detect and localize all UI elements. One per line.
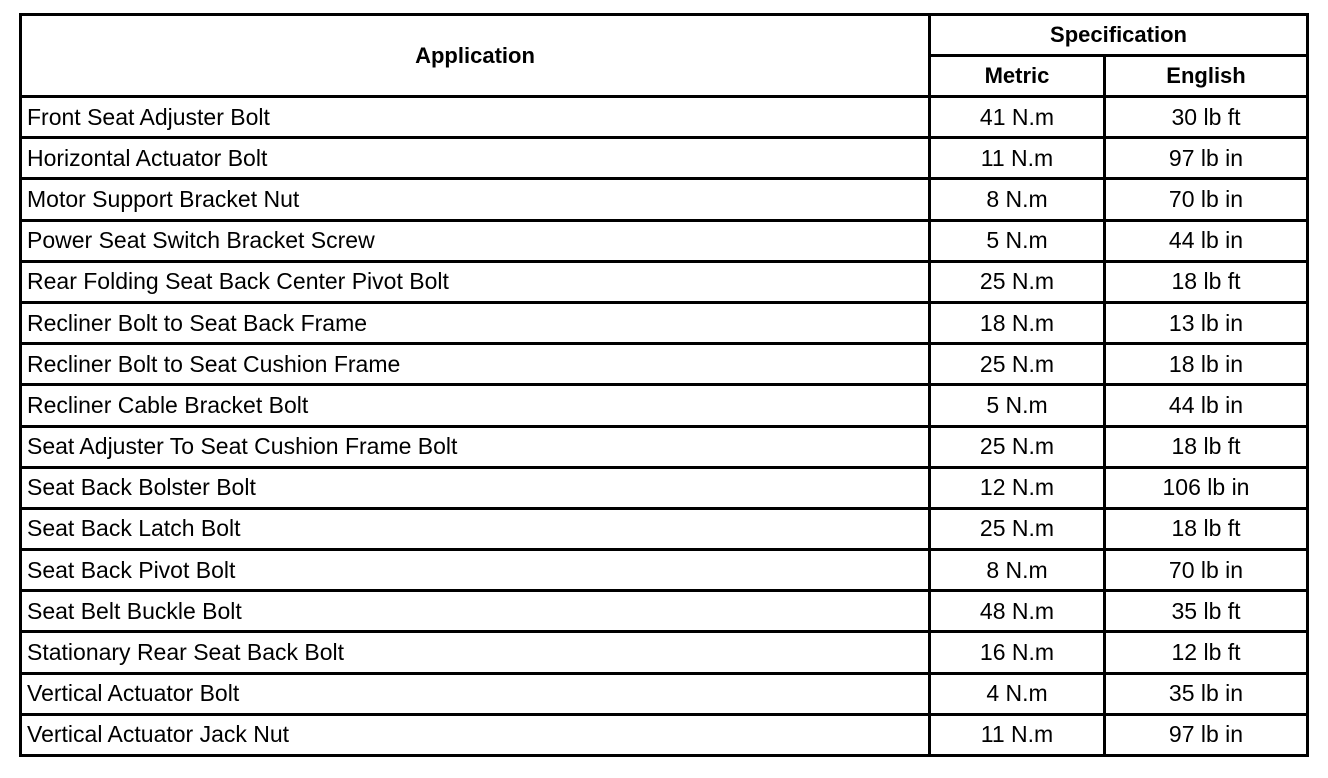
table-row bbox=[21, 591, 1308, 632]
english-cell: 18 lb ft bbox=[1105, 426, 1308, 467]
english-cell: 18 lb in bbox=[1105, 344, 1308, 385]
table-row bbox=[21, 138, 1308, 179]
metric-cell: 16 N.m bbox=[930, 632, 1105, 673]
english-cell: 30 lb ft bbox=[1105, 97, 1308, 138]
english-cell: 13 lb in bbox=[1105, 302, 1308, 343]
metric-cell: 18 N.m bbox=[930, 302, 1105, 343]
application-cell: Power Seat Switch Bracket Screw bbox=[21, 220, 930, 261]
metric-cell: 48 N.m bbox=[930, 591, 1105, 632]
application-cell: Seat Back Latch Bolt bbox=[21, 508, 930, 549]
table-row bbox=[21, 673, 1308, 714]
english-cell: 106 lb in bbox=[1105, 467, 1308, 508]
torque-spec-table bbox=[19, 13, 1309, 757]
metric-cell: 5 N.m bbox=[930, 220, 1105, 261]
english-cell: 18 lb ft bbox=[1105, 261, 1308, 302]
application-cell: Stationary Rear Seat Back Bolt bbox=[21, 632, 930, 673]
english-cell: 44 lb in bbox=[1105, 385, 1308, 426]
application-cell: Motor Support Bracket Nut bbox=[21, 179, 930, 220]
metric-header: Metric bbox=[930, 56, 1105, 97]
table-row bbox=[21, 508, 1308, 549]
english-cell: 97 lb in bbox=[1105, 138, 1308, 179]
table-body bbox=[21, 97, 1308, 756]
metric-cell: 25 N.m bbox=[930, 508, 1105, 549]
application-cell: Seat Back Pivot Bolt bbox=[21, 550, 930, 591]
table-row bbox=[21, 302, 1308, 343]
english-cell: 12 lb ft bbox=[1105, 632, 1308, 673]
table-row bbox=[21, 632, 1308, 673]
specification-header: Specification bbox=[930, 15, 1308, 56]
table-row bbox=[21, 550, 1308, 591]
application-cell: Vertical Actuator Jack Nut bbox=[21, 714, 930, 755]
table-row bbox=[21, 261, 1308, 302]
table-row bbox=[21, 426, 1308, 467]
application-cell: Recliner Bolt to Seat Cushion Frame bbox=[21, 344, 930, 385]
metric-cell: 5 N.m bbox=[930, 385, 1105, 426]
application-cell: Seat Back Bolster Bolt bbox=[21, 467, 930, 508]
english-cell: 70 lb in bbox=[1105, 550, 1308, 591]
metric-cell: 11 N.m bbox=[930, 138, 1105, 179]
metric-cell: 25 N.m bbox=[930, 344, 1105, 385]
table-row bbox=[21, 344, 1308, 385]
english-cell: 70 lb in bbox=[1105, 179, 1308, 220]
application-cell: Front Seat Adjuster Bolt bbox=[21, 97, 930, 138]
metric-cell: 11 N.m bbox=[930, 714, 1105, 755]
table-header bbox=[21, 15, 1308, 97]
table-row bbox=[21, 385, 1308, 426]
application-cell: Recliner Bolt to Seat Back Frame bbox=[21, 302, 930, 343]
application-header: Application bbox=[21, 15, 930, 97]
application-cell: Seat Adjuster To Seat Cushion Frame Bolt bbox=[21, 426, 930, 467]
metric-cell: 12 N.m bbox=[930, 467, 1105, 508]
english-cell: 35 lb in bbox=[1105, 673, 1308, 714]
metric-cell: 4 N.m bbox=[930, 673, 1105, 714]
table-row bbox=[21, 97, 1308, 138]
table-row bbox=[21, 179, 1308, 220]
metric-cell: 41 N.m bbox=[930, 97, 1105, 138]
application-cell: Recliner Cable Bracket Bolt bbox=[21, 385, 930, 426]
table-row bbox=[21, 467, 1308, 508]
metric-cell: 25 N.m bbox=[930, 426, 1105, 467]
table-row bbox=[21, 220, 1308, 261]
application-cell: Horizontal Actuator Bolt bbox=[21, 138, 930, 179]
metric-cell: 8 N.m bbox=[930, 550, 1105, 591]
table-row bbox=[21, 714, 1308, 755]
english-cell: 44 lb in bbox=[1105, 220, 1308, 261]
application-cell: Vertical Actuator Bolt bbox=[21, 673, 930, 714]
metric-cell: 8 N.m bbox=[930, 179, 1105, 220]
application-cell: Rear Folding Seat Back Center Pivot Bolt bbox=[21, 261, 930, 302]
english-cell: 35 lb ft bbox=[1105, 591, 1308, 632]
english-cell: 97 lb in bbox=[1105, 714, 1308, 755]
metric-cell: 25 N.m bbox=[930, 261, 1105, 302]
application-cell: Seat Belt Buckle Bolt bbox=[21, 591, 930, 632]
english-cell: 18 lb ft bbox=[1105, 508, 1308, 549]
english-header: English bbox=[1105, 56, 1308, 97]
